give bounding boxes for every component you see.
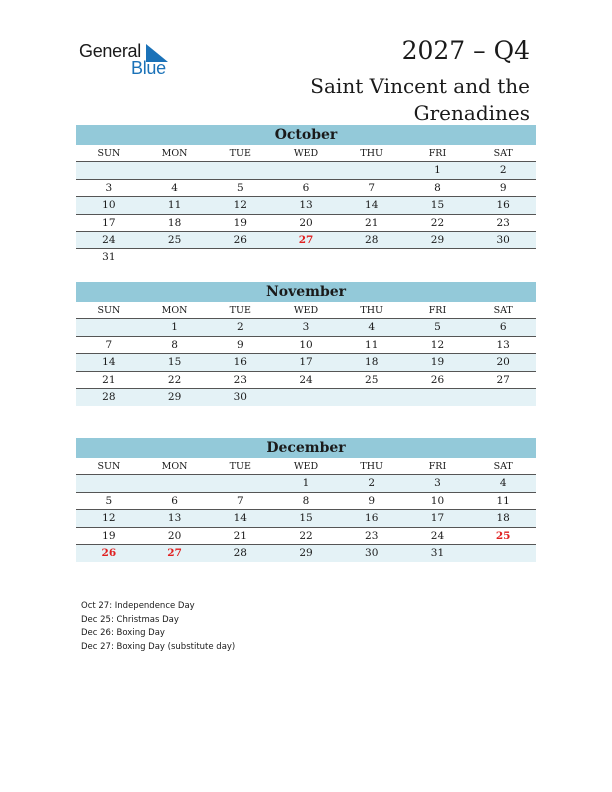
month-name: October xyxy=(76,125,536,145)
day-cell: 25 xyxy=(495,529,511,542)
day-cell xyxy=(470,545,536,562)
weekday-label: WED xyxy=(293,148,319,159)
day-cell: 9 xyxy=(368,494,376,507)
day-cell: 30 xyxy=(496,233,510,246)
week-row xyxy=(76,197,536,214)
weekday-label: FRI xyxy=(428,461,447,472)
week-row xyxy=(76,545,536,562)
week-row xyxy=(76,354,536,371)
day-cell: 18 xyxy=(365,356,379,369)
day-cell: 17 xyxy=(299,356,313,369)
day-cell: 31 xyxy=(102,251,116,264)
week-row xyxy=(76,232,536,249)
day-cell: 30 xyxy=(365,546,379,559)
day-cell xyxy=(76,162,142,178)
day-cell: 6 xyxy=(499,321,507,334)
day-cell: 13 xyxy=(167,512,182,525)
day-cell: 12 xyxy=(102,512,116,525)
day-cell: 5 xyxy=(105,494,113,507)
country-title-line1: Saint Vincent and the xyxy=(310,74,530,98)
month-name: November xyxy=(76,282,536,302)
day-cell: 1 xyxy=(171,321,178,334)
generalblue-logo xyxy=(79,41,179,81)
day-cell: 7 xyxy=(105,338,113,351)
day-cell xyxy=(76,475,142,491)
weekday-label: TUE xyxy=(229,148,251,159)
day-cell xyxy=(273,389,339,406)
day-cell: 27 xyxy=(298,233,314,246)
day-cell: 7 xyxy=(368,181,376,194)
week-row xyxy=(76,493,536,510)
day-cell: 2 xyxy=(499,164,507,177)
weekday-label: SAT xyxy=(493,305,513,316)
day-cell: 22 xyxy=(430,216,445,229)
day-cell xyxy=(76,319,142,335)
day-cell: 9 xyxy=(499,181,507,194)
week-row xyxy=(76,215,536,232)
week-row xyxy=(76,389,536,406)
day-cell: 14 xyxy=(365,199,379,212)
day-cell: 23 xyxy=(496,216,510,229)
weekday-label: WED xyxy=(293,461,319,472)
day-cell: 26 xyxy=(430,373,445,386)
week-row xyxy=(76,319,536,336)
day-cell: 18 xyxy=(496,512,510,525)
week-row xyxy=(76,510,536,527)
day-cell: 21 xyxy=(365,216,379,229)
day-cell: 11 xyxy=(167,199,182,212)
day-cell: 29 xyxy=(299,546,313,559)
holiday-note: Dec 25: Christmas Day xyxy=(81,614,179,625)
holiday-note: Dec 26: Boxing Day xyxy=(81,628,165,638)
weekday-label: WED xyxy=(293,305,319,316)
day-cell: 2 xyxy=(236,321,244,334)
day-cell: 4 xyxy=(368,321,376,334)
day-cell: 27 xyxy=(496,373,510,386)
day-cell xyxy=(470,389,536,406)
day-cell: 19 xyxy=(430,356,445,369)
day-cell: 22 xyxy=(167,373,182,386)
day-cell: 16 xyxy=(365,512,379,525)
day-cell: 8 xyxy=(302,494,310,507)
day-cell: 15 xyxy=(430,199,445,212)
weekday-label: MON xyxy=(161,148,188,159)
day-cell xyxy=(339,249,405,266)
day-cell: 1 xyxy=(302,477,310,490)
day-cell: 19 xyxy=(233,216,247,229)
day-cell: 13 xyxy=(299,199,313,212)
weekday-label: SAT xyxy=(493,148,513,159)
week-row xyxy=(76,528,536,545)
day-cell xyxy=(405,249,471,266)
day-cell: 10 xyxy=(299,338,313,351)
weekday-label: TUE xyxy=(229,461,251,472)
weekday-header-row xyxy=(76,145,536,162)
day-cell xyxy=(273,249,339,266)
week-row xyxy=(76,337,536,354)
day-cell: 23 xyxy=(365,529,379,542)
day-cell: 6 xyxy=(302,181,310,194)
weekday-header-row xyxy=(76,458,536,475)
day-cell: 25 xyxy=(167,233,182,246)
day-cell xyxy=(273,162,339,178)
day-cell: 17 xyxy=(102,216,116,229)
month-calendar-november xyxy=(76,282,536,406)
day-cell: 20 xyxy=(496,356,510,369)
day-cell: 3 xyxy=(302,321,310,334)
day-cell: 12 xyxy=(430,338,445,351)
day-cell xyxy=(339,162,405,178)
day-cell xyxy=(405,389,471,406)
day-cell xyxy=(339,389,405,406)
day-cell: 8 xyxy=(171,338,178,351)
day-cell: 5 xyxy=(236,181,244,194)
day-cell: 15 xyxy=(299,512,313,525)
logo-general-text: General xyxy=(79,41,141,61)
day-cell: 4 xyxy=(499,477,507,490)
weekday-label: FRI xyxy=(428,148,447,159)
day-cell: 29 xyxy=(430,233,445,246)
week-row xyxy=(76,249,536,266)
day-cell: 10 xyxy=(102,199,116,212)
day-cell: 24 xyxy=(299,373,313,386)
month-calendar-december xyxy=(76,438,536,562)
day-cell: 31 xyxy=(430,546,445,559)
day-cell xyxy=(207,475,273,491)
week-row xyxy=(76,162,536,179)
day-cell: 12 xyxy=(233,199,247,212)
weekday-label: FRI xyxy=(428,305,447,316)
day-cell: 18 xyxy=(167,216,182,229)
day-cell xyxy=(142,249,208,266)
weekday-label: SUN xyxy=(97,305,121,316)
weekday-label: TUE xyxy=(229,305,251,316)
weekday-header-row xyxy=(76,302,536,319)
day-cell xyxy=(470,249,536,266)
day-cell: 14 xyxy=(233,512,247,525)
day-cell: 9 xyxy=(236,338,244,351)
month-calendar-october xyxy=(76,125,536,267)
day-cell: 11 xyxy=(365,338,379,351)
day-cell: 23 xyxy=(233,373,247,386)
day-cell: 16 xyxy=(496,199,510,212)
day-cell: 28 xyxy=(365,233,379,246)
day-cell: 28 xyxy=(102,390,116,403)
day-cell: 26 xyxy=(233,233,247,246)
day-cell: 2 xyxy=(368,477,376,490)
holiday-notes xyxy=(81,600,235,654)
day-cell: 15 xyxy=(167,356,182,369)
day-cell: 20 xyxy=(167,529,182,542)
weekday-label: SUN xyxy=(97,148,121,159)
day-cell: 25 xyxy=(365,373,379,386)
day-cell: 28 xyxy=(233,546,247,559)
weekday-label: THU xyxy=(360,305,384,316)
country-title-line2: Grenadines xyxy=(413,101,530,125)
day-cell: 22 xyxy=(299,529,313,542)
day-cell: 21 xyxy=(102,373,116,386)
day-cell: 26 xyxy=(101,546,117,559)
weekday-label: THU xyxy=(360,461,384,472)
week-row xyxy=(76,372,536,389)
week-row xyxy=(76,475,536,492)
weekday-label: SUN xyxy=(97,461,121,472)
day-cell: 7 xyxy=(236,494,244,507)
month-name: December xyxy=(76,438,536,458)
day-cell: 5 xyxy=(434,321,441,334)
day-cell: 29 xyxy=(167,390,182,403)
day-cell: 4 xyxy=(171,181,178,194)
weekday-label: MON xyxy=(161,305,188,316)
day-cell: 19 xyxy=(102,529,116,542)
day-cell: 21 xyxy=(233,529,247,542)
day-cell: 30 xyxy=(233,390,247,403)
day-cell: 20 xyxy=(299,216,313,229)
day-cell: 10 xyxy=(430,494,445,507)
day-cell: 24 xyxy=(102,233,116,246)
holiday-note: Dec 27: Boxing Day (substitute day) xyxy=(81,641,236,652)
day-cell: 3 xyxy=(105,181,113,194)
day-cell: 27 xyxy=(167,546,182,559)
day-cell: 16 xyxy=(233,356,247,369)
day-cell xyxy=(207,249,273,266)
period-title: 2027 – Q4 xyxy=(401,36,530,65)
day-cell: 1 xyxy=(434,164,441,177)
day-cell xyxy=(142,475,208,491)
day-cell: 13 xyxy=(496,338,510,351)
weekday-label: SAT xyxy=(493,461,513,472)
day-cell: 8 xyxy=(434,181,441,194)
day-cell: 3 xyxy=(434,477,441,490)
holiday-note: Oct 27: Independence Day xyxy=(81,601,195,611)
week-row xyxy=(76,180,536,197)
day-cell xyxy=(207,162,273,178)
day-cell xyxy=(142,162,208,178)
weekday-label: THU xyxy=(360,148,384,159)
weekday-label: MON xyxy=(161,461,188,472)
day-cell: 17 xyxy=(430,512,445,525)
day-cell: 24 xyxy=(430,529,445,542)
day-cell: 14 xyxy=(102,356,116,369)
logo-blue-text: Blue xyxy=(131,58,166,78)
day-cell: 11 xyxy=(496,494,510,507)
day-cell: 6 xyxy=(171,494,178,507)
